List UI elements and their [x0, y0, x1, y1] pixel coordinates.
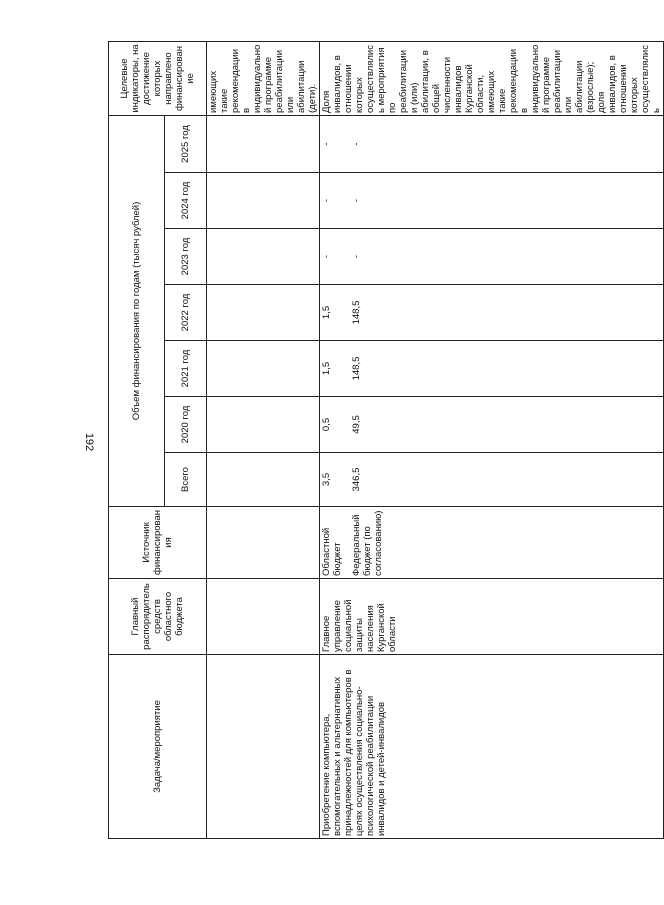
- header-source: Источник финансирования: [109, 507, 207, 579]
- regional-2022: 1,5: [320, 285, 350, 341]
- header-2020: 2020 год: [165, 397, 207, 453]
- financing-table: [108, 41, 664, 839]
- regional-total: 3,5: [320, 453, 350, 507]
- header-task: Задача/мероприятие: [109, 655, 207, 839]
- federal-2025: -: [350, 116, 664, 173]
- federal-2021: 148,5: [350, 341, 664, 397]
- cont-source: [207, 507, 320, 579]
- cont-2021: [207, 341, 320, 397]
- cont-indicator: имеющих такие рекомендации в индивидуальной программе реабилитации или абилитации (дети).: [207, 42, 320, 116]
- regional-2024: -: [320, 173, 350, 229]
- page-number: 192: [83, 432, 95, 452]
- header-total: Всего: [165, 453, 207, 507]
- main-indicator: Доля инвалидов, в отношении которых осуществлялись мероприятия по реабилитации и (или) абилитации, в общей численности инвалидов Курганской области, имеющих такие рекомендации в индивидуальной программе реабилитации или абилитации (взрослые); доля инвалидов, в отношении которых осуществлялись: [320, 42, 664, 116]
- header-row-1: [109, 42, 165, 839]
- federal-2024: -: [350, 173, 664, 229]
- main-row-regional: [320, 42, 350, 839]
- header-2022: 2022 год: [165, 285, 207, 341]
- main-distributor: Главное управление социальной защиты населения Курганской области: [320, 579, 664, 655]
- header-indicators: Целевые индикаторы, на достижение которых направлено финансирование: [109, 42, 207, 116]
- cont-total: [207, 453, 320, 507]
- regional-2020: 0,5: [320, 397, 350, 453]
- cont-2025: [207, 116, 320, 173]
- header-2021: 2021 год: [165, 341, 207, 397]
- main-task: Приобретение компьютера, вспомогательных и альтернативных принадлежностей для компьютеров в целях осуществления социально-психологической реабилитации инвалидов и детей-инвалидов: [320, 655, 664, 839]
- cont-task: [207, 655, 320, 839]
- regional-2023: -: [320, 229, 350, 285]
- cont-2022: [207, 285, 320, 341]
- continuation-row: [207, 42, 320, 839]
- header-volume: Объем финансирования по годам (тысяч рублей): [109, 116, 165, 507]
- federal-2022: 148,5: [350, 285, 664, 341]
- cont-2020: [207, 397, 320, 453]
- federal-2023: -: [350, 229, 664, 285]
- federal-total: 346,5: [350, 453, 664, 507]
- header-2024: 2024 год: [165, 173, 207, 229]
- rotated-table-container: [108, 42, 662, 839]
- cont-2023: [207, 229, 320, 285]
- header-2025: 2025 год: [165, 116, 207, 173]
- cont-distributor: [207, 579, 320, 655]
- federal-2020: 49,5: [350, 397, 664, 453]
- federal-source: Федеральный бюджет (по согласованию): [350, 507, 664, 579]
- header-distributor: Главный распорядитель средств областного бюджета: [109, 579, 207, 655]
- cont-2024: [207, 173, 320, 229]
- regional-2021: 1,5: [320, 341, 350, 397]
- regional-2025: -: [320, 116, 350, 173]
- header-2023: 2023 год: [165, 229, 207, 285]
- regional-source: Областной бюджет: [320, 507, 350, 579]
